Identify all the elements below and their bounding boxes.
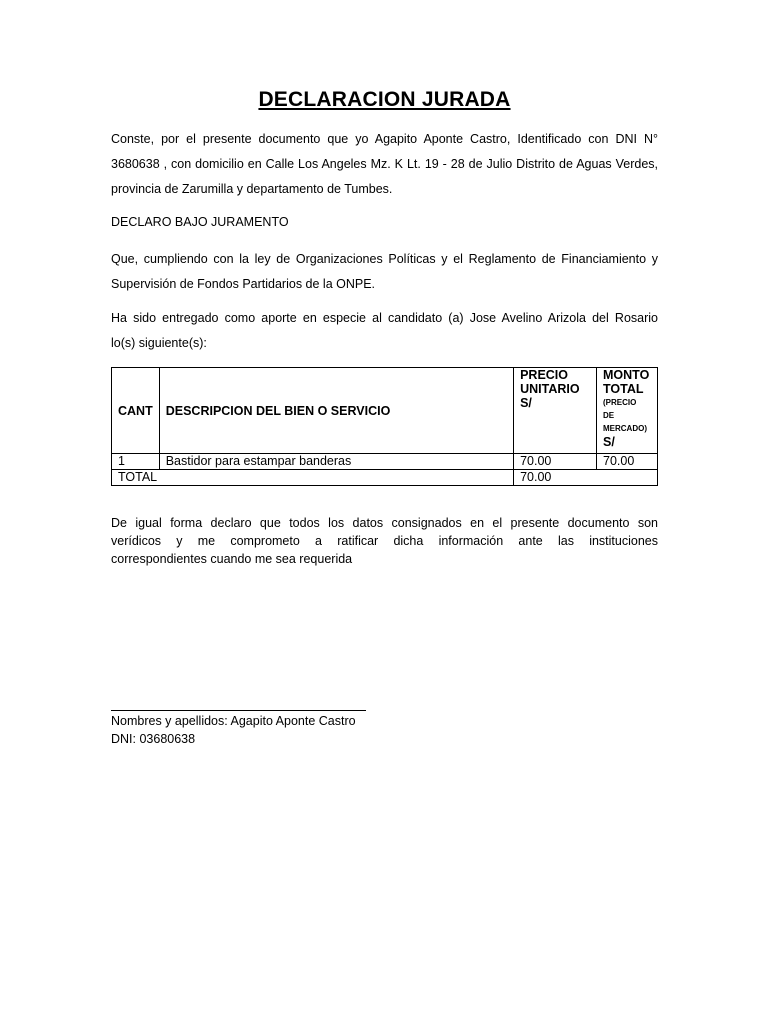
header-cant: CANT <box>112 368 160 454</box>
document-title: DECLARACION JURADA <box>258 88 511 111</box>
intro-line: provincia de Zarumilla y departamento de Tumbes. <box>111 182 393 196</box>
law-paragraph <box>111 247 658 297</box>
delivered-line: lo(s) siguiente(s): <box>111 336 207 350</box>
intro-paragraph <box>111 127 658 202</box>
header-monto-currency: S/ <box>603 435 615 449</box>
header-precio-line: PRECIO <box>520 368 569 382</box>
header-precio-line: UNITARIO <box>520 382 580 396</box>
header-precio-currency: S/ <box>520 396 532 410</box>
cell-descripcion: Bastidor para estampar banderas <box>159 454 513 470</box>
declaro-heading: DECLARO BAJO JURAMENTO <box>111 215 289 229</box>
cell-cant: 1 <box>112 454 160 470</box>
header-descripcion: DESCRIPCION DEL BIEN O SERVICIO <box>159 368 513 454</box>
law-line: Que, cumpliendo con la ley de Organizaciones Políticas y el Reglamento de Financiamiento y <box>111 252 658 266</box>
table-row <box>112 454 658 470</box>
table-total-row <box>112 470 658 486</box>
signature-name: Nombres y apellidos: Agapito Aponte Castro <box>111 714 356 728</box>
header-monto-note: (PRECIO <box>603 398 637 407</box>
signature-line <box>111 710 366 711</box>
total-label: TOTAL <box>112 470 514 486</box>
header-precio-unitario <box>514 368 597 454</box>
intro-line: Conste, por el presente documento que yo Agapito Aponte Castro, Identificado con DNI N° <box>111 132 658 146</box>
cell-monto: 70.00 <box>597 454 658 470</box>
cell-precio: 70.00 <box>514 454 597 470</box>
closing-line: verídicos y me comprometo a ratificar dicha información ante las instituciones <box>111 534 658 548</box>
table-header-row <box>112 368 658 454</box>
closing-line: De igual forma declaro que todos los datos consignados en el presente documento son <box>111 516 658 530</box>
header-monto-line: MONTO <box>603 368 650 382</box>
closing-line: correspondientes cuando me sea requerida <box>111 552 353 566</box>
header-monto-total <box>597 368 658 454</box>
law-line: Supervisión de Fondos Partidarios de la ONPE. <box>111 277 376 291</box>
intro-line: 3680638 , con domicilio en Calle Los Angeles Mz. K Lt. 19 - 28 de Julio Distrito de Aguas Verdes, <box>111 157 658 171</box>
total-value: 70.00 <box>514 470 658 486</box>
header-monto-note: MERCADO) <box>603 424 647 433</box>
header-monto-line: TOTAL <box>603 382 644 396</box>
signature-dni: DNI: 03680638 <box>111 732 196 746</box>
header-monto-note: DE <box>603 411 615 420</box>
items-table <box>111 367 658 486</box>
delivered-paragraph <box>111 306 658 356</box>
closing-paragraph <box>111 514 658 568</box>
delivered-line: Ha sido entregado como aporte en especie al candidato (a) Jose Avelino Arizola del Rosario <box>111 311 658 325</box>
